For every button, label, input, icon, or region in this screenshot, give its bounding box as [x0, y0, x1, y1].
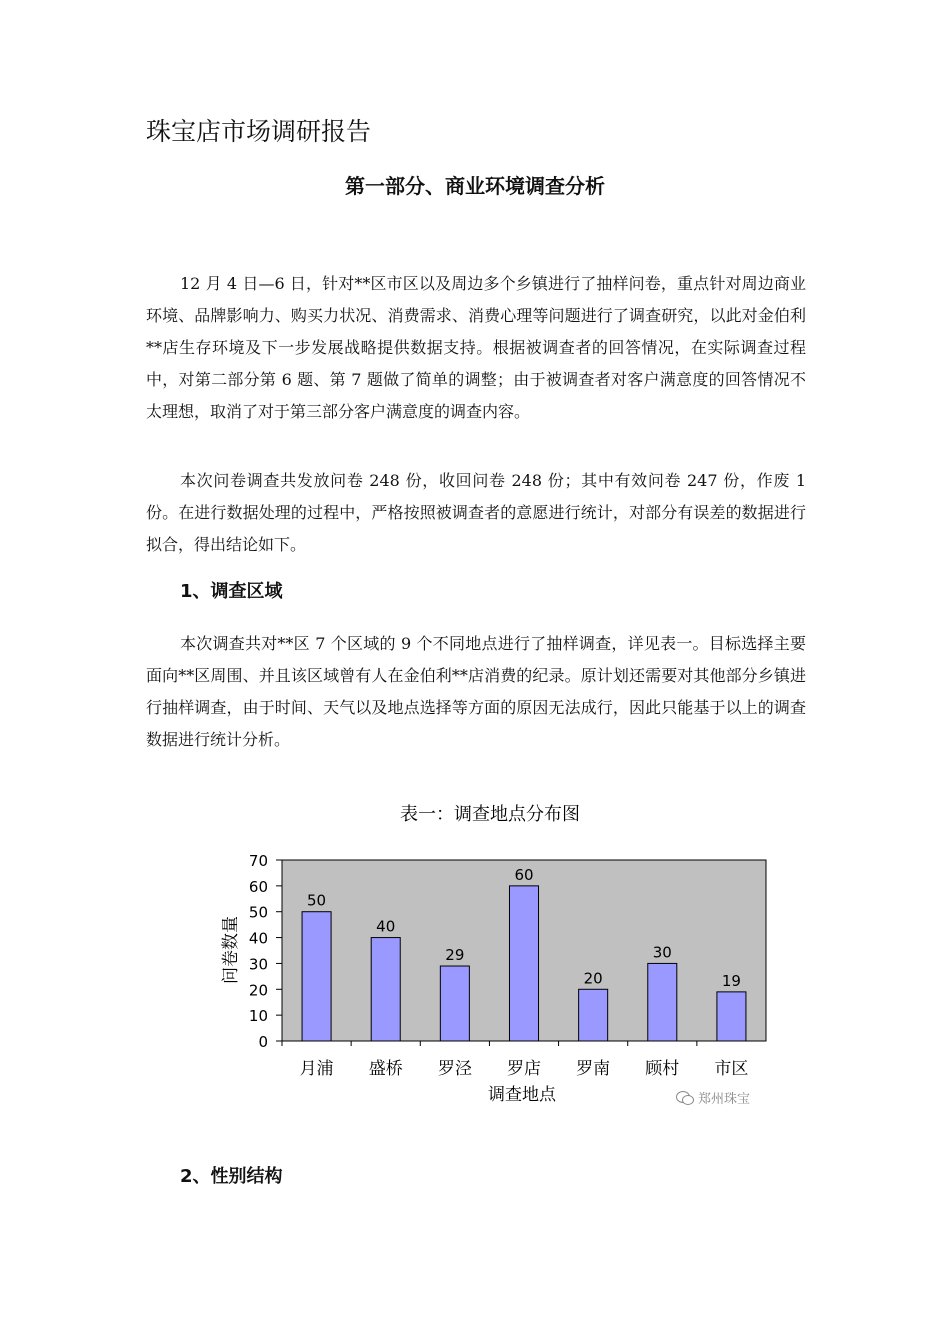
y-tick-label: 10 — [248, 1007, 268, 1026]
y-tick-label: 0 — [258, 1033, 268, 1051]
chart-svg — [200, 790, 780, 1120]
document-title: 珠宝店市场调研报告 — [146, 117, 372, 146]
data-label: 40 — [376, 917, 396, 936]
section-heading-survey-area: 1、调查区域 — [180, 581, 283, 602]
watermark-text: 郑州珠宝 — [698, 1092, 751, 1107]
watermark — [676, 1088, 750, 1107]
bar-盛桥 — [371, 938, 400, 1041]
part-title: 第一部分、商业环境调查分析 — [345, 174, 605, 198]
data-label: 60 — [514, 865, 534, 884]
survey-location-chart — [200, 790, 780, 1120]
survey-area-paragraph: 本次调查共对**区 7 个区域的 9 个不同地点进行了抽样调查，详见表一。目标选择主要面向**区周围、并且该区域曾有人在金伯利**店消费的纪录。原计划还需要对其他部分乡镇进行抽样调查，由于时间、天气以及地点选择等方面的原因无法成行，因此只能基于以上的调查数据进行统计分析。 — [146, 634, 806, 749]
x-tick-label: 市区 — [714, 1059, 749, 1079]
data-label: 20 — [583, 969, 603, 988]
bar-顾村 — [648, 963, 677, 1041]
x-tick-label: 罗店 — [507, 1059, 541, 1079]
bar-罗泾 — [440, 966, 469, 1041]
y-axis-label: 问卷数量 — [221, 916, 241, 984]
y-tick-label: 50 — [248, 903, 268, 922]
x-tick-label: 顾村 — [645, 1059, 680, 1079]
x-tick-label: 月浦 — [299, 1059, 334, 1079]
x-tick-label: 盛桥 — [368, 1059, 403, 1079]
bar-罗店 — [509, 886, 538, 1041]
chart-title: 表一：调查地点分布图 — [400, 804, 580, 825]
x-axis — [282, 1041, 748, 1079]
bar-罗南 — [579, 989, 608, 1041]
y-tick-label: 30 — [248, 955, 268, 974]
wechat-icon — [676, 1091, 694, 1105]
bar-市区 — [717, 992, 746, 1041]
section-heading-gender: 2、性别结构 — [180, 1166, 283, 1187]
intro-paragraph: 12 月 4 日—6 日，针对**区市区以及周边多个乡镇进行了抽样问卷，重点针对周边商业环境、品牌影响力、购买力状况、消费需求、消费心理等问题进行了调查研究，以此对金伯利**店生存环境及下一步发展战略提供数据支持。根据被调查者的回答情况，在实际调查过程中，对第二部分第 6 题、第 7 题做了简单的调整；由于被调查者对客户满意度的回答情况不太理想，取消了对于第三部分客户满意度的调查内容。 — [146, 274, 806, 421]
bar-月浦 — [302, 912, 331, 1041]
data-label: 19 — [721, 971, 741, 990]
x-axis-label: 调查地点 — [488, 1085, 556, 1105]
y-tick-label: 20 — [248, 981, 268, 1000]
data-label: 50 — [307, 891, 327, 910]
x-tick-label: 罗南 — [576, 1059, 611, 1079]
data-label: 30 — [652, 943, 672, 962]
survey-stats-paragraph: 本次问卷调查共发放问卷 248 份，收回问卷 248 份；其中有效问卷 247 份，作废 1 份。在进行数据处理的过程中，严格按照被调查者的意愿进行统计，对部分有误差的数据进行拟合，得出结论如下。 — [146, 471, 806, 554]
y-tick-label: 40 — [248, 929, 268, 948]
y-tick-label: 60 — [248, 877, 268, 896]
y-axis — [249, 852, 282, 1051]
data-label: 29 — [445, 946, 465, 965]
y-tick-label: 70 — [248, 852, 268, 870]
x-tick-label: 罗泾 — [437, 1059, 472, 1079]
